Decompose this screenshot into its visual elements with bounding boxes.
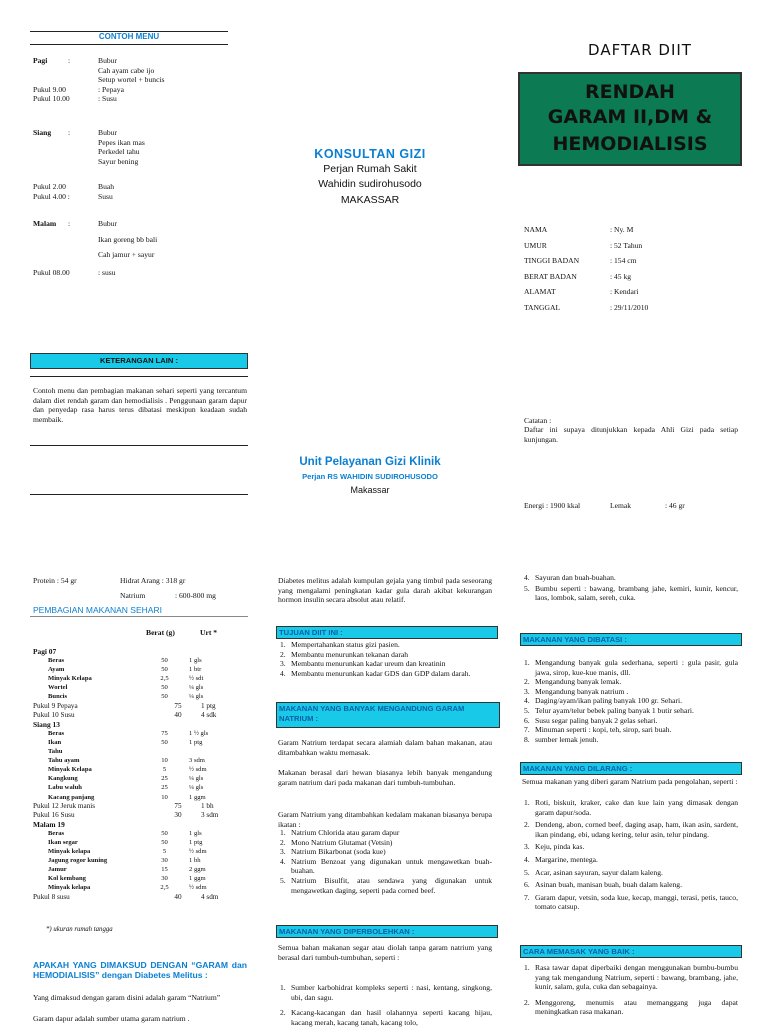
pembagian-item: Minyak Kelapa bbox=[48, 675, 92, 683]
apakah-l1: Yang dimaksud dengan garam disini adalah garam “Natrium” bbox=[33, 993, 221, 1002]
pembagian-item: Ayam bbox=[48, 666, 65, 674]
apakah-title: APAKAH YANG DIMAKSUD DENGAN “GARAM dan HEMODIALISIS” dengan Diabetes Melitus : bbox=[33, 960, 247, 980]
natrium-p1: Garam Natrium terdapat secara alamiah dalam bahan makanan, atau ditambahkan waktu memasak. bbox=[278, 738, 492, 757]
pembagian-item: Minyak Kelapa bbox=[48, 766, 92, 774]
pembagian-urt: 1 bh bbox=[189, 857, 201, 865]
pembagian-urt: 1 ptg bbox=[189, 738, 203, 746]
pembagian-urt: ½ sdm bbox=[189, 848, 207, 856]
pembagian-row bbox=[33, 702, 248, 711]
boleh-lanjutan: 4. Sayuran dan buah-buahan. 5. Bumbu seperti : bawang, brambang jahe, kemiri, kunir, kencur, laos, lombok, salam, sereh, cuka. bbox=[524, 573, 738, 603]
dilarang-header: MAKANAN YANG DILARANG : bbox=[520, 762, 742, 775]
pembagian-item: Siang 13 bbox=[33, 719, 60, 729]
pembagian-berat: 75 bbox=[174, 701, 182, 710]
natrium-p3: Garam Natrium yang ditambahkan kedalam makanan biasanya berupa ikatan : bbox=[278, 810, 492, 829]
pembagian-berat: 10 bbox=[161, 757, 168, 765]
pembagian-item: Beras bbox=[48, 729, 65, 737]
pembagian-item: Pukul 12 Jeruk manis bbox=[33, 801, 96, 810]
pembagian-urt bbox=[181, 647, 189, 656]
pembagian-urt bbox=[181, 820, 189, 829]
pembagian-urt: 1 ggm bbox=[189, 793, 206, 801]
dibatasi-header: MAKANAN YANG DIBATASI : bbox=[520, 633, 742, 646]
pembagian-title: PEMBAGIAN MAKANAN SEHARI bbox=[33, 605, 162, 615]
pembagian-item: Minyak kelapa bbox=[48, 884, 91, 892]
pembagian-urt: ¼ gls bbox=[189, 784, 204, 792]
pembagian-urt: ¼ gls bbox=[189, 693, 204, 701]
pembagian-row bbox=[33, 683, 248, 692]
pembagian-item: Kol kembang bbox=[48, 875, 86, 883]
pembagian-berat: 50 bbox=[161, 838, 168, 846]
energi-line: Energi : 1900 kkal Lemak : 46 gr bbox=[524, 501, 685, 510]
pembagian-row bbox=[33, 729, 248, 738]
dilarang-intro: Semua makanan yang diberi garam Natrium pada pengolahan, seperti : bbox=[522, 777, 738, 786]
pembagian-item: Beras bbox=[48, 829, 65, 837]
pembagian-item: Ikan segar bbox=[48, 838, 78, 846]
pembagian-urt: ½ sdm bbox=[189, 884, 207, 892]
pembagian-urt: ¼ gls bbox=[189, 684, 204, 692]
pembagian-berat: 2,5 bbox=[160, 675, 169, 683]
pembagian-berat: 15 bbox=[161, 866, 168, 874]
diperbolehkan-header: MAKANAN YANG DIPERBOLEHKAN : bbox=[276, 925, 498, 938]
natrium-p2: Makanan berasal dari hewan biasanya lebih banyak mengandung garam natrium dari pada makanan dari tumbuh-tumbuhan. bbox=[278, 768, 492, 787]
pembagian-row bbox=[33, 774, 248, 783]
pembagian-berat: 2,5 bbox=[160, 884, 169, 892]
pembagian-row bbox=[33, 711, 248, 720]
pembagian-urt: 1 gls bbox=[189, 657, 202, 665]
protein-label: Protein : 54 gr bbox=[33, 576, 77, 585]
pembagian-berat bbox=[148, 720, 181, 729]
konsultan-line1: Perjan Rumah Sakit bbox=[323, 163, 417, 175]
pembagian-item: Minyak kelapa bbox=[48, 848, 91, 856]
diet-title-line1: RENDAH bbox=[585, 81, 675, 103]
pembagian-berat: 10 bbox=[161, 793, 168, 801]
konsultan-title: KONSULTAN GIZI bbox=[314, 147, 426, 161]
pembagian-row bbox=[33, 883, 248, 892]
pembagian-berat: 50 bbox=[161, 829, 168, 837]
catatan-text: Daftar ini supaya ditunjukkan kepada Ahli Gizi pada setiap kunjungan. bbox=[524, 425, 738, 444]
pembagian-row bbox=[33, 783, 248, 792]
pembagian-berat: 50 bbox=[161, 666, 168, 674]
pembagian-row bbox=[33, 802, 248, 811]
cara-header: CARA MEMASAK YANG BAIK : bbox=[520, 945, 742, 958]
tujuan-header: TUJUAN DIIT INI : bbox=[276, 626, 498, 639]
tujuan-list: 1. Mempertahankan status gizi pasien. 2. Membantu menurunkan tekanan darah 3. Membantu menurunkan kadar ureum dan kreatinin 4. Membantu menurunkan kadar GDS dan GDP dalam darah. bbox=[280, 640, 471, 678]
pembagian-row bbox=[33, 747, 248, 756]
keterangan-header: KETERANGAN LAIN : bbox=[30, 353, 248, 369]
pembagian-item: Tahu ayam bbox=[48, 757, 80, 765]
keterangan-text: Contoh menu dan pembagian makanan sehari seperti yang tercantum dalam diet rendah garam dan hemodialisis . Penggunaan garam dapur dan penyedap rasa harus terus dibatasi meskipun keadaan sudah membaik. bbox=[33, 386, 247, 424]
pembagian-item: Buncis bbox=[48, 693, 68, 701]
pembagian-urt bbox=[181, 720, 189, 729]
pembagian-row bbox=[33, 720, 248, 729]
diet-title-line2: GARAM II,DM & bbox=[547, 106, 713, 128]
hidrat-label: Hidrat Arang : 318 gr bbox=[120, 576, 186, 585]
pembagian-row bbox=[33, 829, 248, 838]
pembagian-urt: 1 ggm bbox=[189, 875, 206, 883]
pembagian-row bbox=[33, 665, 248, 674]
menu-sore: Pukul 2.00 Buah Pukul 4.00 : Susu bbox=[33, 182, 115, 201]
pembagian-berat: 30 bbox=[161, 875, 168, 883]
pembagian-urt: 1 gls bbox=[189, 829, 202, 837]
pembagian-row bbox=[33, 893, 248, 902]
pembagian-item: Kacang panjang bbox=[48, 793, 95, 801]
dibatasi-list: 1. Mengandung banyak gula sederhana, seperti : gula pasir, gula jawa, sirop, kue-kue manis, dll. 2. Mengandung banyak lemak. 3. Mengandung banyak natrium . 4. Daging/ayam/ikan paling banyak 100 gr. Sehari. 5. Telur ayam/telur bebek paling banyak 1 butir sehari. 6. Susu segar paling banyak 2 gelas sehari. 7. Minuman seperti : kopi, teh, sirop, sari buah. 8. sumber lemak jenuh. bbox=[524, 658, 738, 744]
pembagian-berat: 50 bbox=[161, 738, 168, 746]
pembagian-berat: 50 bbox=[161, 693, 168, 701]
pembagian-item: Pukul 8 susu bbox=[33, 892, 70, 901]
pembagian-urt: 1 ptg bbox=[201, 701, 216, 710]
diperbolehkan-intro: Semua bahan makanan segar atau diolah tanpa garam natrium yang berasal dari tumbuh-tumbuhan, seperti : bbox=[278, 943, 492, 962]
diperbolehkan-list: 1. Sumber karbohidrat kompleks seperti : nasi, kentang, singkong, ubi, dan sagu. 2. Kacang-kacangan dan hasil olahannya seperti kacang hijau, kacang merah, kacang tanah, kacang tolo, bbox=[280, 983, 492, 1027]
pembagian-berat: 75 bbox=[174, 801, 182, 810]
pembagian-berat: 50 bbox=[161, 657, 168, 665]
unit-city: Makassar bbox=[350, 485, 390, 495]
pembagian-row bbox=[33, 756, 248, 765]
menu-siang: Siang : Bubur Pepes ikan mas Perkedel tahu Sayur bening bbox=[33, 128, 145, 166]
pembagian-item: Jagung rogor kuning bbox=[48, 857, 108, 865]
pembagian-urt: 1 bh bbox=[201, 801, 214, 810]
pembagian-row bbox=[33, 838, 248, 847]
pembagian-urt: 3 sdm bbox=[201, 810, 219, 819]
contoh-menu-header: CONTOH MENU bbox=[98, 32, 160, 41]
pembagian-urt: 4 sdk bbox=[201, 710, 217, 719]
pembagian-row bbox=[33, 738, 248, 747]
pembagian-item: Jamur bbox=[48, 866, 67, 874]
catatan-label: Catatan : bbox=[524, 416, 552, 425]
pembagian-berat bbox=[148, 820, 181, 829]
pembagian-row bbox=[33, 874, 248, 883]
pembagian-row bbox=[33, 656, 248, 665]
pembagian-berat: 5 bbox=[162, 848, 167, 856]
pembagian-item: Ikan bbox=[48, 738, 62, 746]
pembagian-row bbox=[33, 647, 248, 656]
menu-pagi: Pagi : Bubur Cah ayam cabe ijo Setup wortel + buncis Pukul 9.00 : Pepaya Pukul 10.00 : Susu bbox=[33, 56, 165, 104]
dilarang-list: 1. Roti, biskuit, kraker, cake dan kue lain yang dimasak dengan garam dapur/soda. 2. Dendeng, abon, corned beef, daging asap, ham, ikan asin, sardent, ikan pindang, ebi, udang kering, telur asin, telur pindang. 3. Keju, pinda kas. 4. Margarine, mentega. 5. Acar, asinan sayuran, sayur dalam kaleng. 6. Asinan buah, manisan buah, buah dalam kaleng. 7. Garam dapur, vetsin, soda kue, kecap, manggi, terasi, petis, tauco, tomato catsup. bbox=[524, 798, 738, 912]
pembagian-berat: 25 bbox=[161, 784, 168, 792]
pembagian-berat: 25 bbox=[161, 775, 168, 783]
pembagian-berat: 30 bbox=[161, 857, 168, 865]
pembagian-item: Pukul 10 Susu bbox=[33, 710, 75, 719]
pembagian-item: Beras bbox=[48, 657, 65, 665]
pembagian-item: Pukul 16 Susu bbox=[33, 810, 75, 819]
pembagian-urt: 2 ggm bbox=[189, 866, 206, 874]
pembagian-item: Kangkung bbox=[48, 775, 78, 783]
pembagian-urt: 1 ½ gls bbox=[189, 729, 209, 737]
pembagian-berat: 40 bbox=[174, 892, 182, 901]
ikatan-list: 1. Natrium Chlorida atau garam dapur 2. Mono Natrium Glutamat (Vetsin) 3. Natrium Bikarbonat (soda kue) 4. Natrium Benzoat yang digunakan untuk mengawetkan buah-buahan. 5. Natrium Bisulfit, atau sendawa yang digunakan untuk mengawetkan daging, seperti pada corned beef. bbox=[280, 828, 492, 895]
pembagian-table bbox=[33, 647, 248, 902]
diet-title-line3: HEMODIALISIS bbox=[552, 133, 708, 155]
pembagian-berat: 75 bbox=[161, 729, 168, 737]
patient-info: NAMA : Ny. M UMUR : 52 Tahun TINGGI BADAN : 154 cm BERAT BADAN : 45 kg ALAMAT : Kendari TANGGAL : 29/11/2010 bbox=[524, 225, 649, 312]
pembagian-row bbox=[33, 847, 248, 856]
pembagian-item: Wortel bbox=[48, 684, 68, 692]
pembagian-urt: ¼ gls bbox=[189, 775, 204, 783]
pembagian-item: Malam 19 bbox=[33, 819, 65, 829]
pembagian-urt: ½ sdt bbox=[189, 675, 204, 683]
pembagian-berat bbox=[148, 647, 181, 656]
pembagian-item: Pukul 9 Pepaya bbox=[33, 701, 78, 710]
cara-list: 1. Rasa tawar dapat diperbaiki dengan menggunakan bumbu-bumbu yang tak mengandung Natrium, seperti : bawang, brambang, jahe, kunir, salam, gula, cuka dan sebagainya. 2. Menggoreng, menumis atau memanggang juga dapat meningkatkan rasa makanan. bbox=[524, 963, 738, 1017]
pembagian-berat bbox=[148, 747, 181, 756]
pembagian-row bbox=[33, 674, 248, 683]
pembagian-urt bbox=[181, 747, 189, 756]
pembagian-urt: 4 sdm bbox=[201, 892, 219, 901]
konsultan-line2: Wahidin sudirohusodo bbox=[318, 178, 422, 190]
pembagian-urt: 1 btr bbox=[189, 666, 202, 674]
pembagian-row bbox=[33, 692, 248, 701]
pembagian-row bbox=[33, 793, 248, 802]
pembagian-item: Tahu bbox=[48, 748, 63, 756]
menu-malam: Malam : Bubur Ikan goreng bb bali Cah jamur + sayur Pukul 08.00 : susu bbox=[33, 219, 158, 277]
pembagian-row bbox=[33, 856, 248, 865]
apakah-l2: Garam dapur adalah sumber utama garam natrium . bbox=[33, 1014, 190, 1023]
pembagian-row bbox=[33, 820, 248, 829]
unit-sub: Perjan RS WAHIDIN SUDIROHUSODO bbox=[302, 472, 438, 481]
pembagian-item: Labu waluh bbox=[48, 784, 82, 792]
pembagian-item: Pagi 07 bbox=[33, 647, 57, 656]
pembagian-berat: 50 bbox=[161, 684, 168, 692]
pembagian-urt: ½ sdm bbox=[189, 766, 207, 774]
natrium-label: Natrium : 600-800 mg bbox=[120, 591, 216, 600]
pembagian-footnote: *) ukuran rumah tangga bbox=[46, 926, 113, 933]
pembagian-row bbox=[33, 765, 248, 774]
makanan-natrium-header: MAKANAN YANG BANYAK MENGANDUNG GARAM NATRIUM : bbox=[276, 702, 500, 728]
konsultan-line3: MAKASSAR bbox=[340, 194, 400, 206]
daftar-diit-label: DAFTAR DIIT bbox=[588, 41, 692, 59]
pembagian-berat: 30 bbox=[174, 810, 182, 819]
dm-intro: Diabetes melitus adalah kumpulan gejala yang timbul pada seseorang yang mengalami peningkatan kadar gula darah akibat kekurangan hormon insulin secara absolut atau relatif. bbox=[278, 576, 492, 605]
pembagian-berat: 40 bbox=[174, 710, 182, 719]
diet-title-box bbox=[518, 72, 742, 166]
pembagian-row bbox=[33, 811, 248, 820]
pembagian-urt: 3 sdm bbox=[189, 757, 205, 765]
pembagian-berat: 5 bbox=[162, 766, 167, 774]
unit-title: Unit Pelayanan Gizi Klinik bbox=[299, 456, 441, 468]
pembagian-row bbox=[33, 865, 248, 874]
pembagian-header: Berat (g) Urt * bbox=[146, 628, 218, 637]
pembagian-urt: 1 ptg bbox=[189, 838, 203, 846]
